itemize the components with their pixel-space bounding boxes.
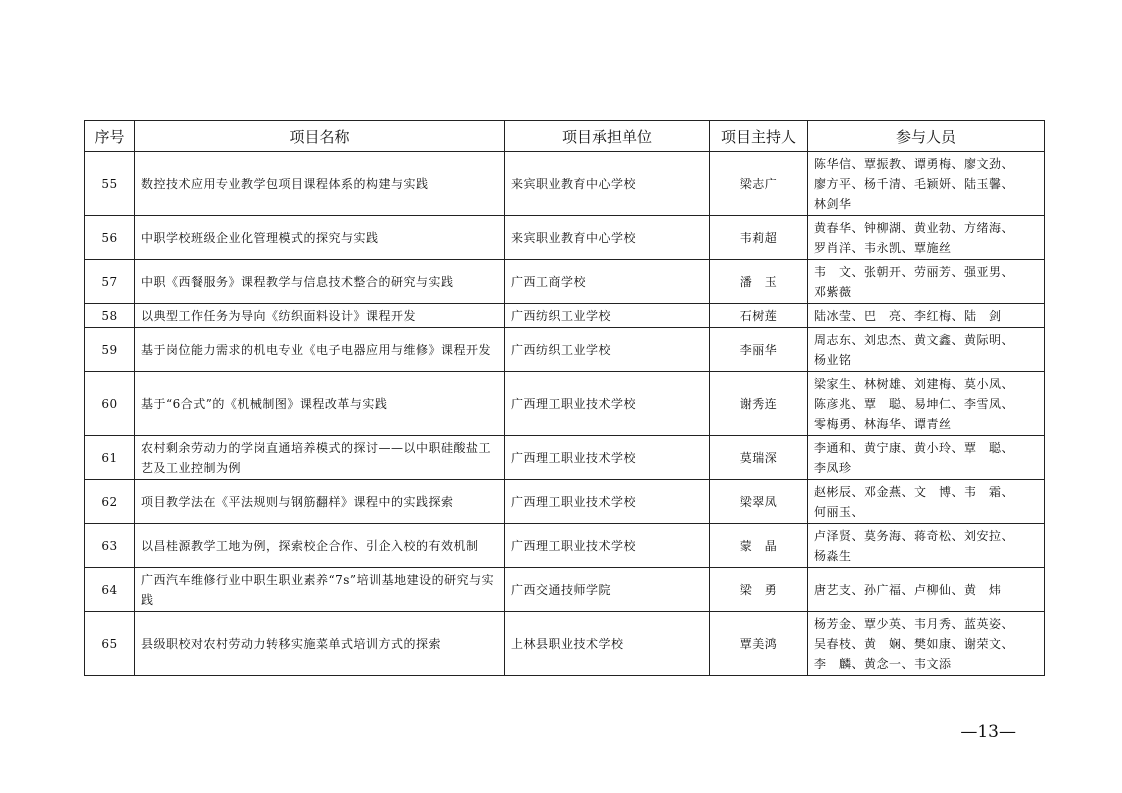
project-host: 梁志广 (710, 152, 808, 216)
project-host: 李丽华 (710, 328, 808, 372)
row-number: 63 (85, 524, 135, 568)
row-number: 58 (85, 304, 135, 328)
table-row (85, 480, 1045, 524)
project-members: 陆冰莹、巴 亮、李红梅、陆 剑 (808, 304, 1045, 328)
project-unit: 广西理工职业技术学校 (505, 480, 710, 524)
row-number: 55 (85, 152, 135, 216)
table-row (85, 216, 1045, 260)
project-name: 基于“6合式”的《机械制图》课程改革与实践 (135, 372, 505, 436)
project-unit: 上林县职业技术学校 (505, 612, 710, 676)
project-members: 黄春华、钟柳湖、黄业勃、方绪海、 罗肖洋、韦永凯、覃施丝 (808, 216, 1045, 260)
table-row (85, 328, 1045, 372)
table-row (85, 524, 1045, 568)
row-number: 61 (85, 436, 135, 480)
table-row (85, 304, 1045, 328)
project-unit: 广西交通技师学院 (505, 568, 710, 612)
project-unit: 来宾职业教育中心学校 (505, 216, 710, 260)
project-host: 韦莉超 (710, 216, 808, 260)
project-members: 周志东、刘忠杰、黄文鑫、黄际明、 杨业铭 (808, 328, 1045, 372)
project-table (84, 120, 1045, 676)
project-unit: 广西理工职业技术学校 (505, 524, 710, 568)
header-project-name: 项目名称 (135, 121, 505, 152)
project-name: 项目教学法在《平法规则与钢筋翻样》课程中的实践探索 (135, 480, 505, 524)
project-unit: 广西纺织工业学校 (505, 328, 710, 372)
project-unit: 广西纺织工业学校 (505, 304, 710, 328)
row-number: 65 (85, 612, 135, 676)
project-members: 赵彬辰、邓金燕、文 博、韦 霜、 何丽玉、 (808, 480, 1045, 524)
project-members: 韦 文、张朝开、劳丽芳、强亚男、 邓紫薇 (808, 260, 1045, 304)
project-host: 石树莲 (710, 304, 808, 328)
project-name: 数控技术应用专业教学包项目课程体系的构建与实践 (135, 152, 505, 216)
row-number: 64 (85, 568, 135, 612)
table-row (85, 568, 1045, 612)
project-unit: 来宾职业教育中心学校 (505, 152, 710, 216)
project-name: 中职学校班级企业化管理模式的探究与实践 (135, 216, 505, 260)
table-row (85, 372, 1045, 436)
project-unit: 广西工商学校 (505, 260, 710, 304)
header-host: 项目主持人 (710, 121, 808, 152)
project-members: 李通和、黄宁康、黄小玲、覃 聪、 李凤珍 (808, 436, 1045, 480)
project-name: 县级职校对农村劳动力转移实施菜单式培训方式的探索 (135, 612, 505, 676)
row-number: 62 (85, 480, 135, 524)
project-name: 以昌桂源教学工地为例，探索校企合作、引企入校的有效机制 (135, 524, 505, 568)
header-unit: 项目承担单位 (505, 121, 710, 152)
header-members: 参与人员 (808, 121, 1045, 152)
project-members: 杨芳金、覃少英、韦月秀、蓝英姿、 吴春枝、黄 娴、樊如康、谢荣文、 李 麟、黄念一、韦文添 (808, 612, 1045, 676)
row-number: 56 (85, 216, 135, 260)
table-row (85, 612, 1045, 676)
table-row (85, 436, 1045, 480)
project-name: 农村剩余劳动力的学岗直通培养模式的探讨——以中职硅酸盐工艺及工业控制为例 (135, 436, 505, 480)
page-number: —13— (960, 722, 1016, 742)
project-unit: 广西理工职业技术学校 (505, 436, 710, 480)
row-number: 57 (85, 260, 135, 304)
table-header-row (85, 121, 1045, 152)
project-host: 蒙 晶 (710, 524, 808, 568)
table-body (85, 152, 1045, 676)
project-host: 梁 勇 (710, 568, 808, 612)
header-no: 序号 (85, 121, 135, 152)
project-unit: 广西理工职业技术学校 (505, 372, 710, 436)
project-members: 陈华信、覃振教、谭勇梅、廖文劲、 廖方平、杨千清、毛颖妍、陆玉馨、 林剑华 (808, 152, 1045, 216)
project-name: 中职《西餐服务》课程教学与信息技术整合的研究与实践 (135, 260, 505, 304)
project-members: 梁家生、林树雄、刘建梅、莫小凤、 陈彦兆、覃 聪、易坤仁、李雪凤、 零梅勇、林海华、谭青丝 (808, 372, 1045, 436)
project-host: 覃美鸿 (710, 612, 808, 676)
project-name: 基于岗位能力需求的机电专业《电子电器应用与维修》课程开发 (135, 328, 505, 372)
project-name: 广西汽车维修行业中职生职业素养“7s”培训基地建设的研究与实践 (135, 568, 505, 612)
project-name: 以典型工作任务为导向《纺织面料设计》课程开发 (135, 304, 505, 328)
table-row (85, 260, 1045, 304)
project-host: 梁翠凤 (710, 480, 808, 524)
project-host: 莫瑞深 (710, 436, 808, 480)
project-host: 潘 玉 (710, 260, 808, 304)
project-members: 卢泽贤、莫务海、蒋奇松、刘安拉、 杨淼生 (808, 524, 1045, 568)
project-host: 谢秀连 (710, 372, 808, 436)
table-row (85, 152, 1045, 216)
project-members: 唐艺支、孙广福、卢柳仙、黄 炜 (808, 568, 1045, 612)
row-number: 59 (85, 328, 135, 372)
row-number: 60 (85, 372, 135, 436)
